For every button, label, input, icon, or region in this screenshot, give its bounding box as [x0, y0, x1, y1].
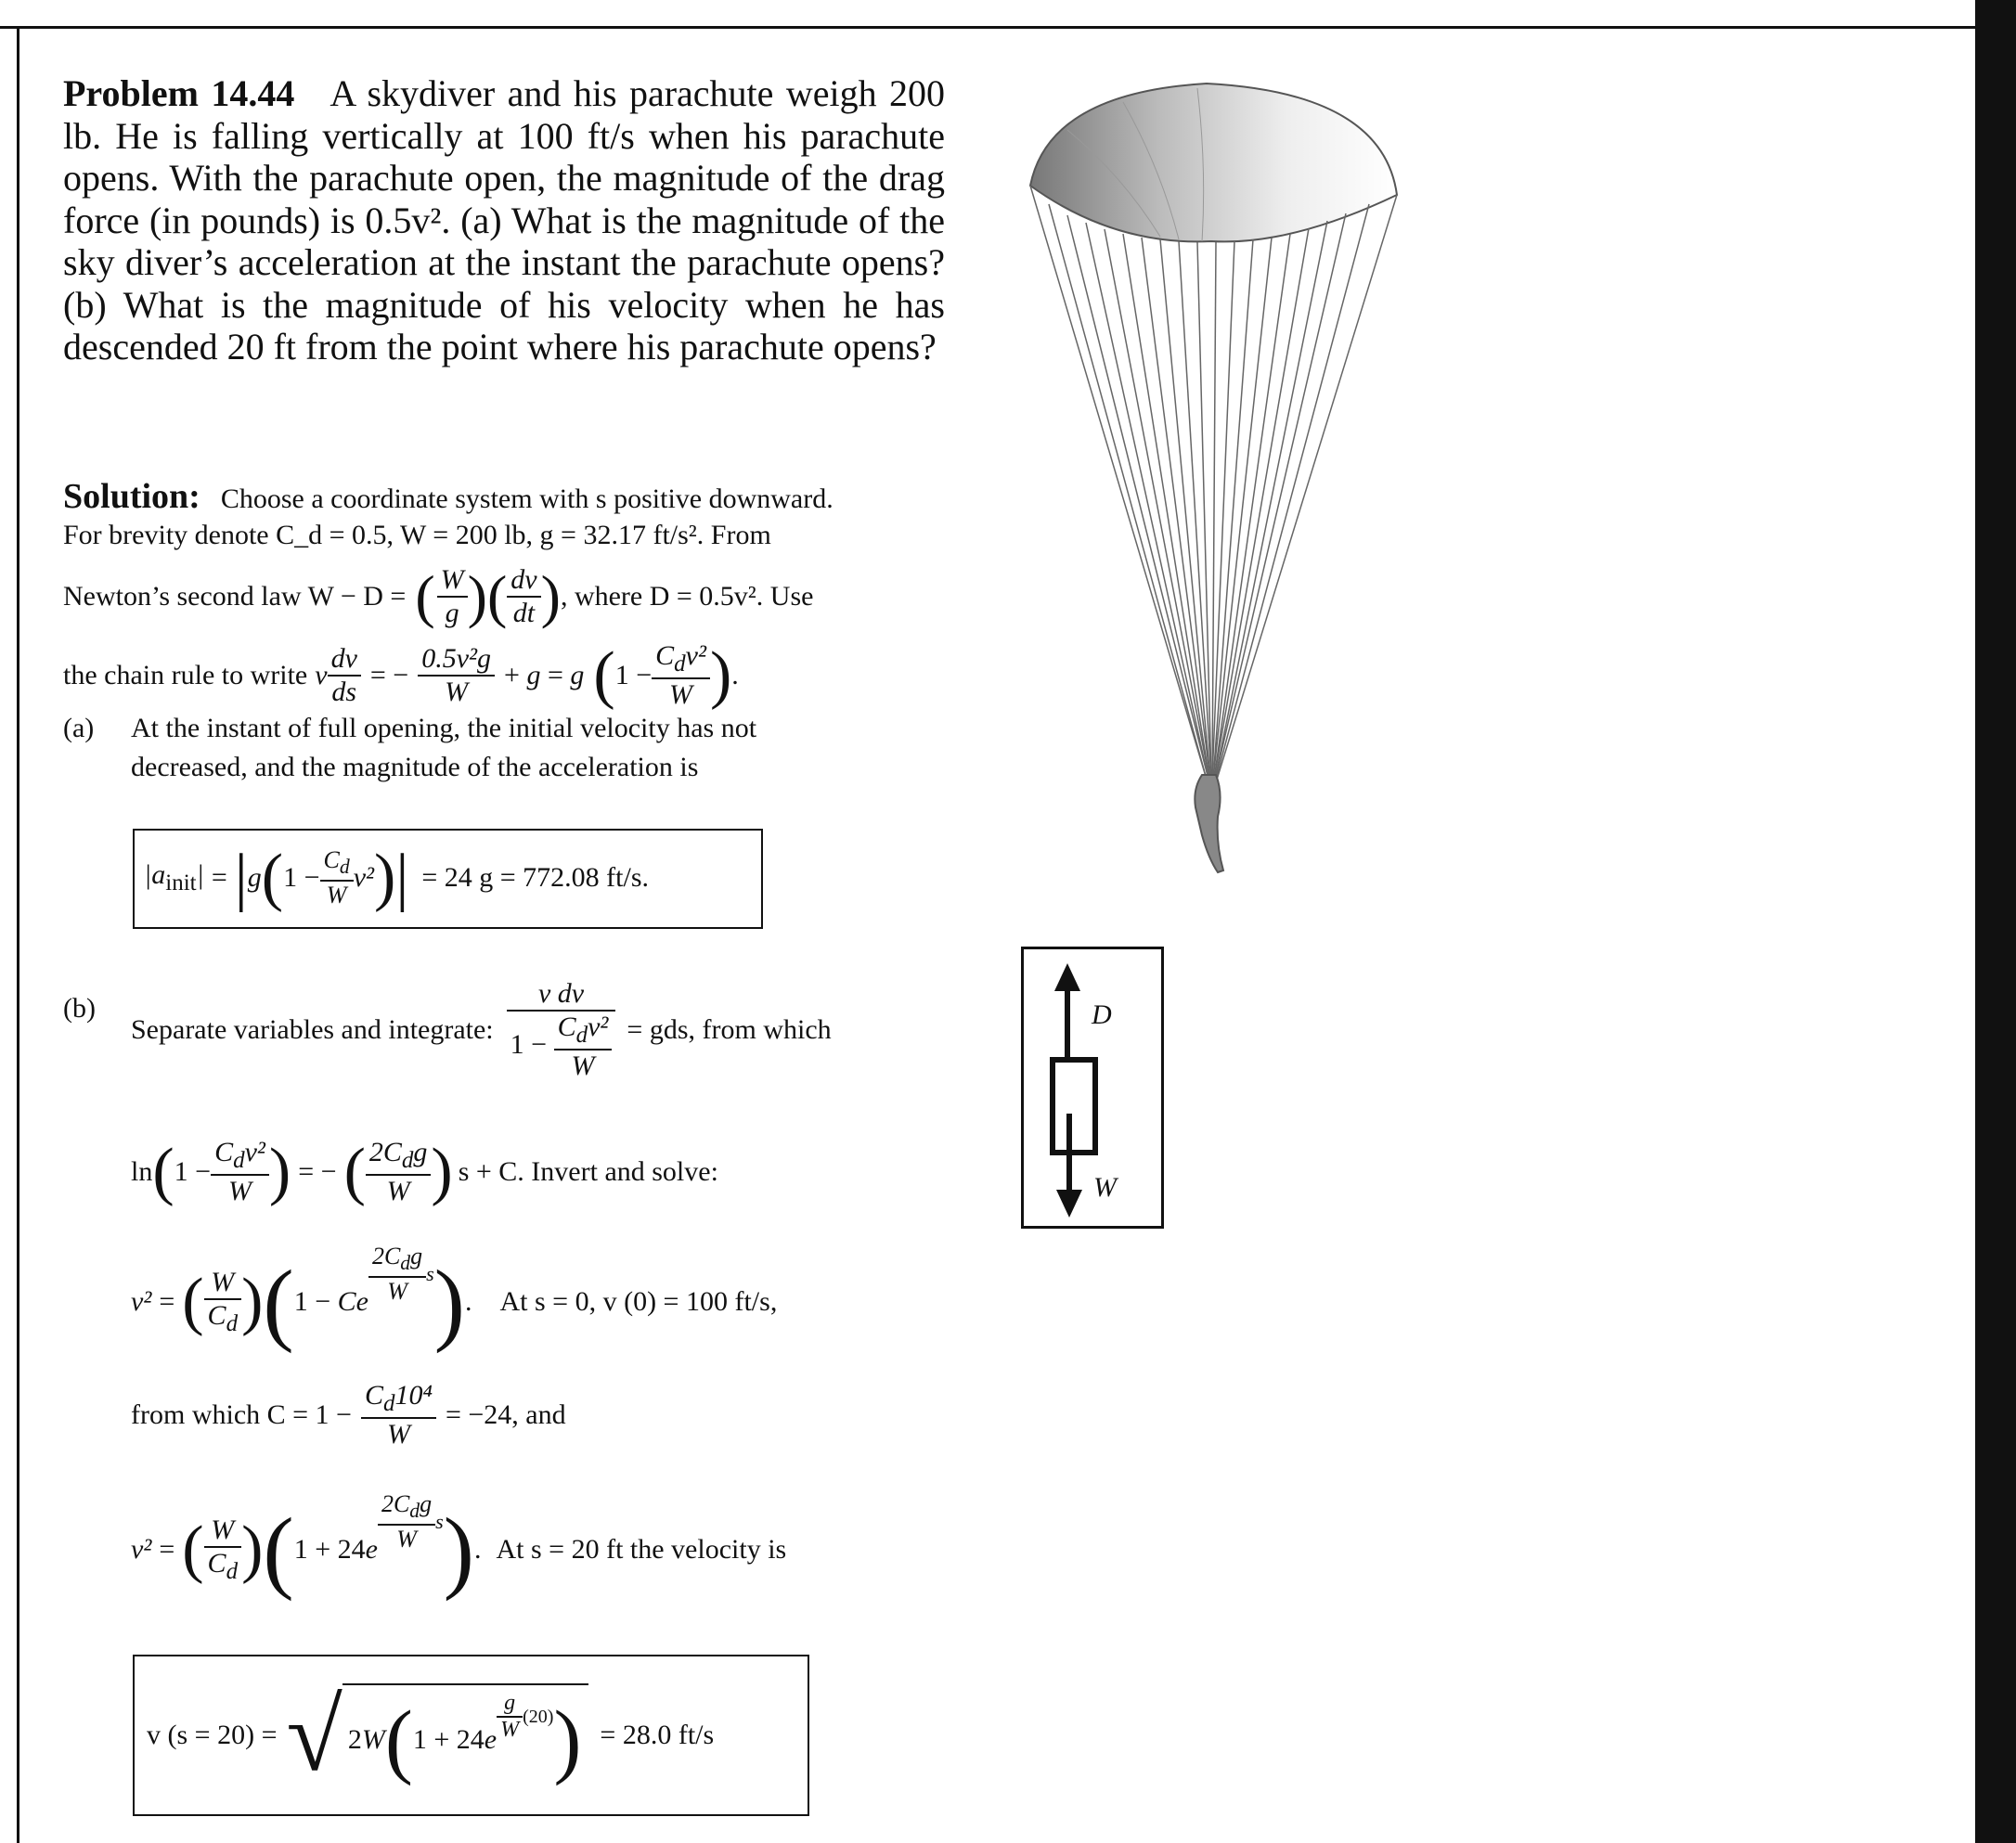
problem-label: Problem 14.44: [63, 72, 295, 114]
answer-a-result: = 24 g = 772.08 ft/s.: [421, 862, 650, 893]
answer-b-equation: v (s = 20) = √ 2W ( 1 + 24e $\frac{g}{W}$ (20) ) = 28.0 ft/s: [147, 1678, 715, 1792]
answer-b-lhs: v (s = 20) =: [147, 1720, 278, 1750]
solution-intro: Choose a coordinate system with s positive downward.: [220, 483, 834, 514]
answer-a-equation: $|a_{init}|$ = | g ( 1 − $\frac{C_d}{W}$ v² ) | = 24 g = 772.08 ft/s.: [144, 842, 650, 913]
problem-text: A skydiver and his parachute weigh 200 lb. He is falling vertically at 100 ft/s when his parachute opens. With the parachute open, the magnitude of the drag force (in pounds) is 0.5v². (a) What is the magnitude of the sky diver’s acceleration at the instant the parachute opens? (b) What is the magnitude of his velocity when he has descended 20 ft from the point where his parachute opens?: [63, 72, 945, 367]
ln-equation: ln ( 1 − $\frac{C_dv^2}{W}$ ) = − ( $\frac{2C_dg}{W}$ ) s + C. Invert and solve:: [131, 1136, 718, 1207]
part-a-label: (a): [63, 713, 95, 743]
v2b-tail: At s = 20 ft the velocity is: [496, 1534, 787, 1565]
part-a-text-2: decreased, and the magnitude of the acceleration is: [131, 752, 699, 782]
part-b-text: Separate variables and integrate:: [131, 1014, 494, 1045]
answer-b-result: = 28.0 ft/s: [600, 1720, 715, 1750]
page-left-border: [17, 26, 19, 1843]
solution-line-4: the chain rule to write v $\frac{dv}{ds}$ = − $\frac{\text{0.5v²g}}{W}$ + g = g ( 1 − $\frac{C_dv^2}{W}$ ) .: [63, 639, 739, 711]
newton-law-suffix: , where D = 0.5v². Use: [560, 581, 814, 612]
part-b-label: (b): [63, 993, 96, 1024]
page-top-border: [0, 0, 2016, 29]
parachute-illustration: [1012, 74, 1420, 891]
newton-law-prefix: Newton’s second law W − D =: [63, 581, 407, 612]
ln-tail: s + C. Invert and solve:: [458, 1156, 718, 1187]
solution-line-1: [63, 476, 834, 517]
drag-force-label: D: [1092, 999, 1112, 1030]
c-tail: = −24, and: [445, 1399, 566, 1430]
page-right-edge: [1975, 0, 2016, 1843]
solution-heading: Solution:: [63, 477, 200, 516]
v2-tail: At s = 0, v (0) = 100 ft/s,: [499, 1286, 778, 1317]
c-prefix: from which C = 1 −: [131, 1399, 352, 1430]
part-a-text-1: At the instant of full opening, the initial velocity has not: [131, 713, 757, 743]
problem-statement: [63, 72, 945, 368]
free-body-diagram-drawing: [1021, 947, 1164, 1229]
solution-line-2: For brevity denote C_d = 0.5, W = 200 lb, g = 32.17 ft/s². From: [63, 520, 771, 550]
chain-rule-prefix: the chain rule to write: [63, 660, 308, 690]
part-b-tail: = gds, from which: [627, 1014, 832, 1045]
c-equation: from which C = 1 − $\frac{C_d10^4}{W}$ = −24, and: [131, 1380, 566, 1450]
part-b-line: Separate variables and integrate: v dv 1 − $\frac{C_dv^2}{W}$ = gds, from which: [131, 978, 832, 1081]
v-squared-equation-1: v² = ( $\frac{W}{C_d}$ ) ( 1 − Ce $\frac{2C_dg}{W}$ s ) . At s = 0, v (0) = 100 ft/s,: [131, 1243, 778, 1354]
v-squared-equation-2: v² = ( $\frac{W}{C_d}$ ) ( 1 + 24e $\frac{2C_dg}{W}$ s ) . At s = 20 ft the velocity is: [131, 1490, 787, 1602]
solution-line-3: Newton’s second law W − D = ( $\frac{W}{g}$ ) ( $\frac{dv}{dt}$ ) , where D = 0.5v². Use: [63, 563, 814, 629]
weight-force-label: W: [1093, 1172, 1117, 1203]
